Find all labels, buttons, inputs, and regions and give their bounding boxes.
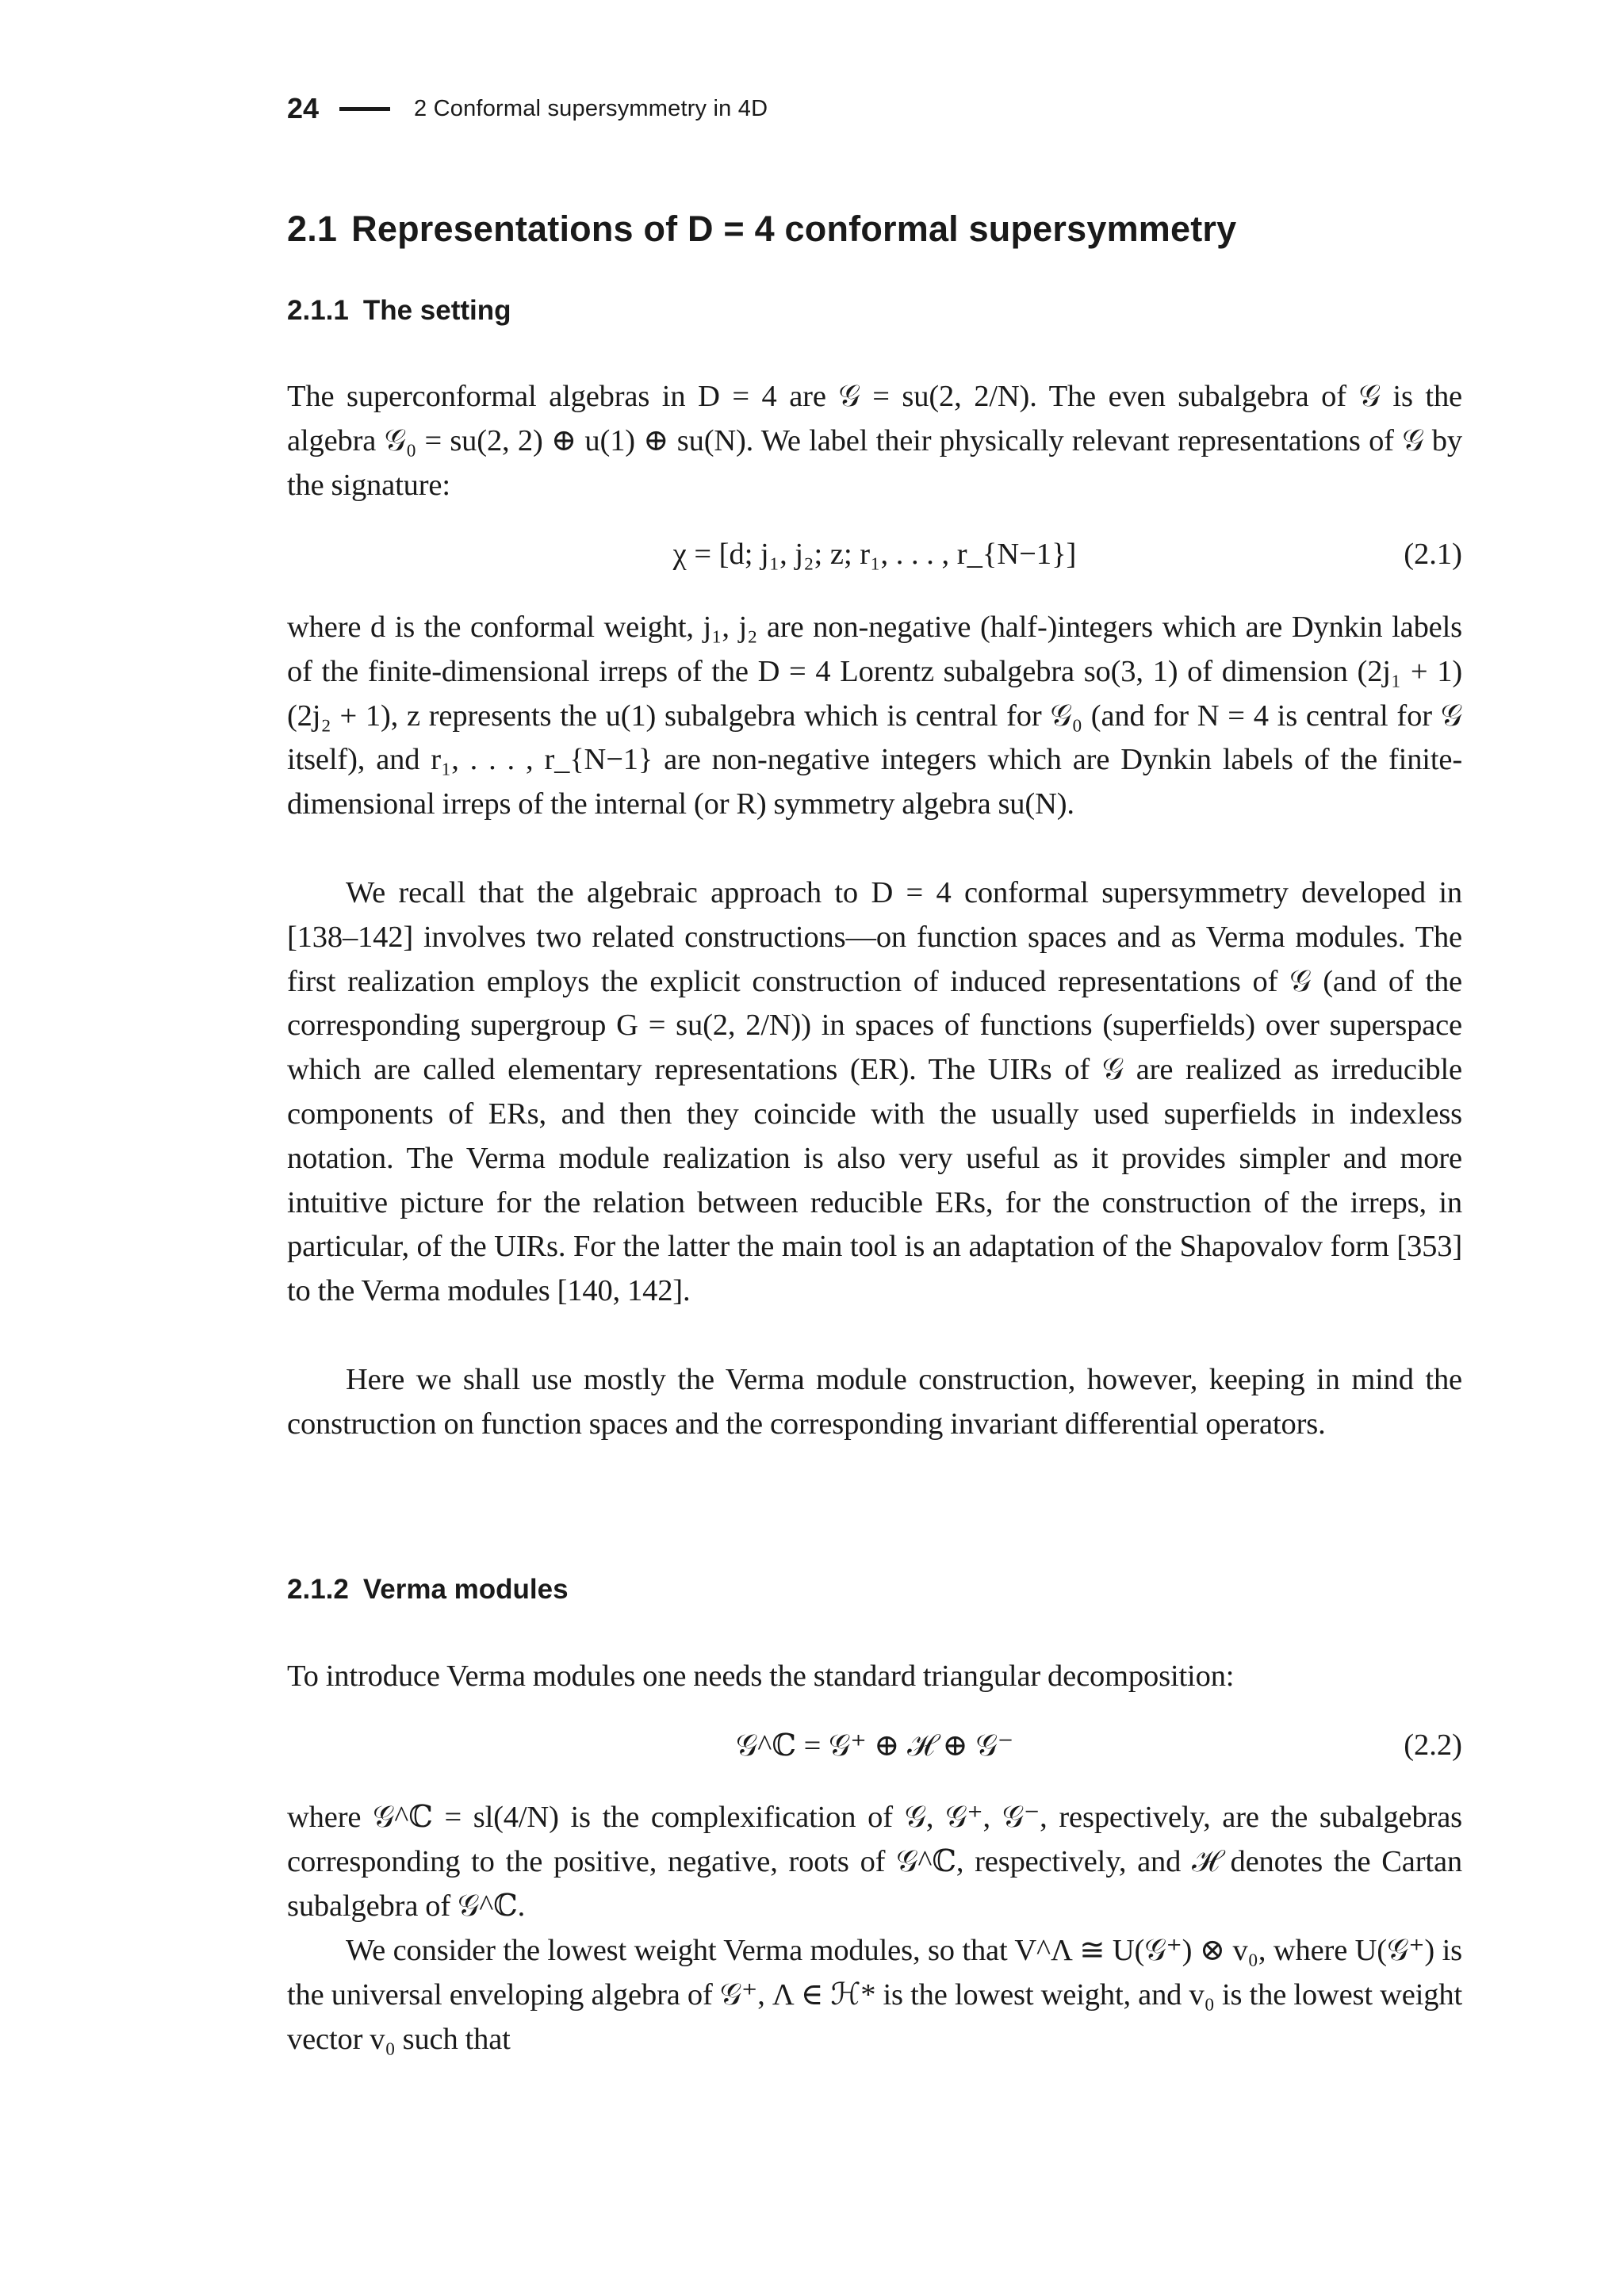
section-title: Representations of D = 4 conformal supersymmetry <box>351 209 1237 249</box>
subsection-title: Verma modules <box>362 1574 569 1605</box>
subsection-heading-verma <box>287 1574 569 1606</box>
equation-number: (2.1) <box>1404 538 1462 571</box>
section-heading <box>287 209 1236 250</box>
paragraph-verma-construction: Here we shall use mostly the Verma module construction, however, keeping in mind the construction on function spaces and the corresponding invariant differential operators. <box>287 1363 1462 1441</box>
subsection-title: The setting <box>362 295 511 326</box>
paragraph-triangular-decomposition: To introduce Verma modules one needs the standard triangular decomposition: <box>287 1659 1235 1693</box>
equation-number: (2.2) <box>1404 1728 1462 1762</box>
equation-expression: χ = [d; j₁, j₂; z; r₁, . . . , r_{N−1}] <box>672 538 1077 571</box>
page-number: 24 <box>287 92 320 124</box>
running-head <box>287 89 768 128</box>
paragraph-algebraic-approach: We recall that the algebraic approach to D = 4 conformal supersymmetry developed in [138–142] involves two related constructions—on function spaces and as Verma modules. The first realization employs the explicit construction of induced representations of 𝒢 (and of the corresponding supergroup G = su(2, 2/N)) in spaces of functions (superfields) over superspace which are called elementary representations (ER). The UIRs of 𝒢 are realized as irreducible components of ERs, and then they coincide with the usually used superfields in indexless notation. The Verma module realization is also very useful as it provides simpler and more intuitive picture for the relation between reducible ERs, for the construction of the irreps, in particular, of the UIRs. For the latter the main tool is an adaptation of the Shapovalov form [353] to the Verma modules [140, 142]. <box>287 876 1462 1308</box>
equation-2-1 <box>287 537 1462 581</box>
paragraph-lowest-weight: We consider the lowest weight Verma modules, so that V^Λ ≅ U(𝒢⁺) ⊗ v₀, where U(𝒢⁺) is the universal enveloping algebra of 𝒢⁺, Λ ∈ ℋ* is the lowest weight, and v₀ is the lowest weight vector v₀ such that <box>287 1934 1462 2056</box>
section-number: 2.1 <box>287 209 338 249</box>
subsection-heading-setting <box>287 295 511 327</box>
paragraph-complexification: where 𝒢^ℂ = sl(4/N) is the complexification of 𝒢, 𝒢⁺, 𝒢⁻, respectively, are the subalgebras corresponding to the positive, negative, roots of 𝒢^ℂ, respectively, and ℋ denotes the Cartan subalgebra of 𝒢^ℂ. <box>287 1801 1462 1923</box>
paragraph-superconformal-algebras: The superconformal algebras in D = 4 are 𝒢 = su(2, 2/N). The even subalgebra of 𝒢 is the algebra 𝒢₀ = su(2, 2) ⊕ u(1) ⊕ su(N). We label their physically relevant representations of 𝒢 by the signature: <box>287 380 1462 502</box>
subsection-number: 2.1.1 <box>287 295 349 326</box>
equation-expression: 𝒢^ℂ = 𝒢⁺ ⊕ ℋ ⊕ 𝒢⁻ <box>735 1729 1014 1763</box>
paragraph-signature-definition: where d is the conformal weight, j₁, j₂ are non-negative (half-)integers which are Dynkin labels of the finite-dimensional irreps of the D = 4 Lorentz subalgebra so(3, 1) of dimension (2j₁ + 1)(2j₂ + 1), z represents the u(1) subalgebra which is central for 𝒢₀ (and for N = 4 is central for 𝒢 itself), and r₁, . . . , r_{N−1} are non-negative integers which are Dynkin labels of the finite-dimensional irreps of the internal (or R) symmetry algebra su(N). <box>287 611 1462 821</box>
header-rule <box>339 107 390 111</box>
equation-2-2 <box>287 1728 1462 1772</box>
running-title: 2 Conformal supersymmetry in 4D <box>414 95 768 121</box>
subsection-number: 2.1.2 <box>287 1574 349 1605</box>
